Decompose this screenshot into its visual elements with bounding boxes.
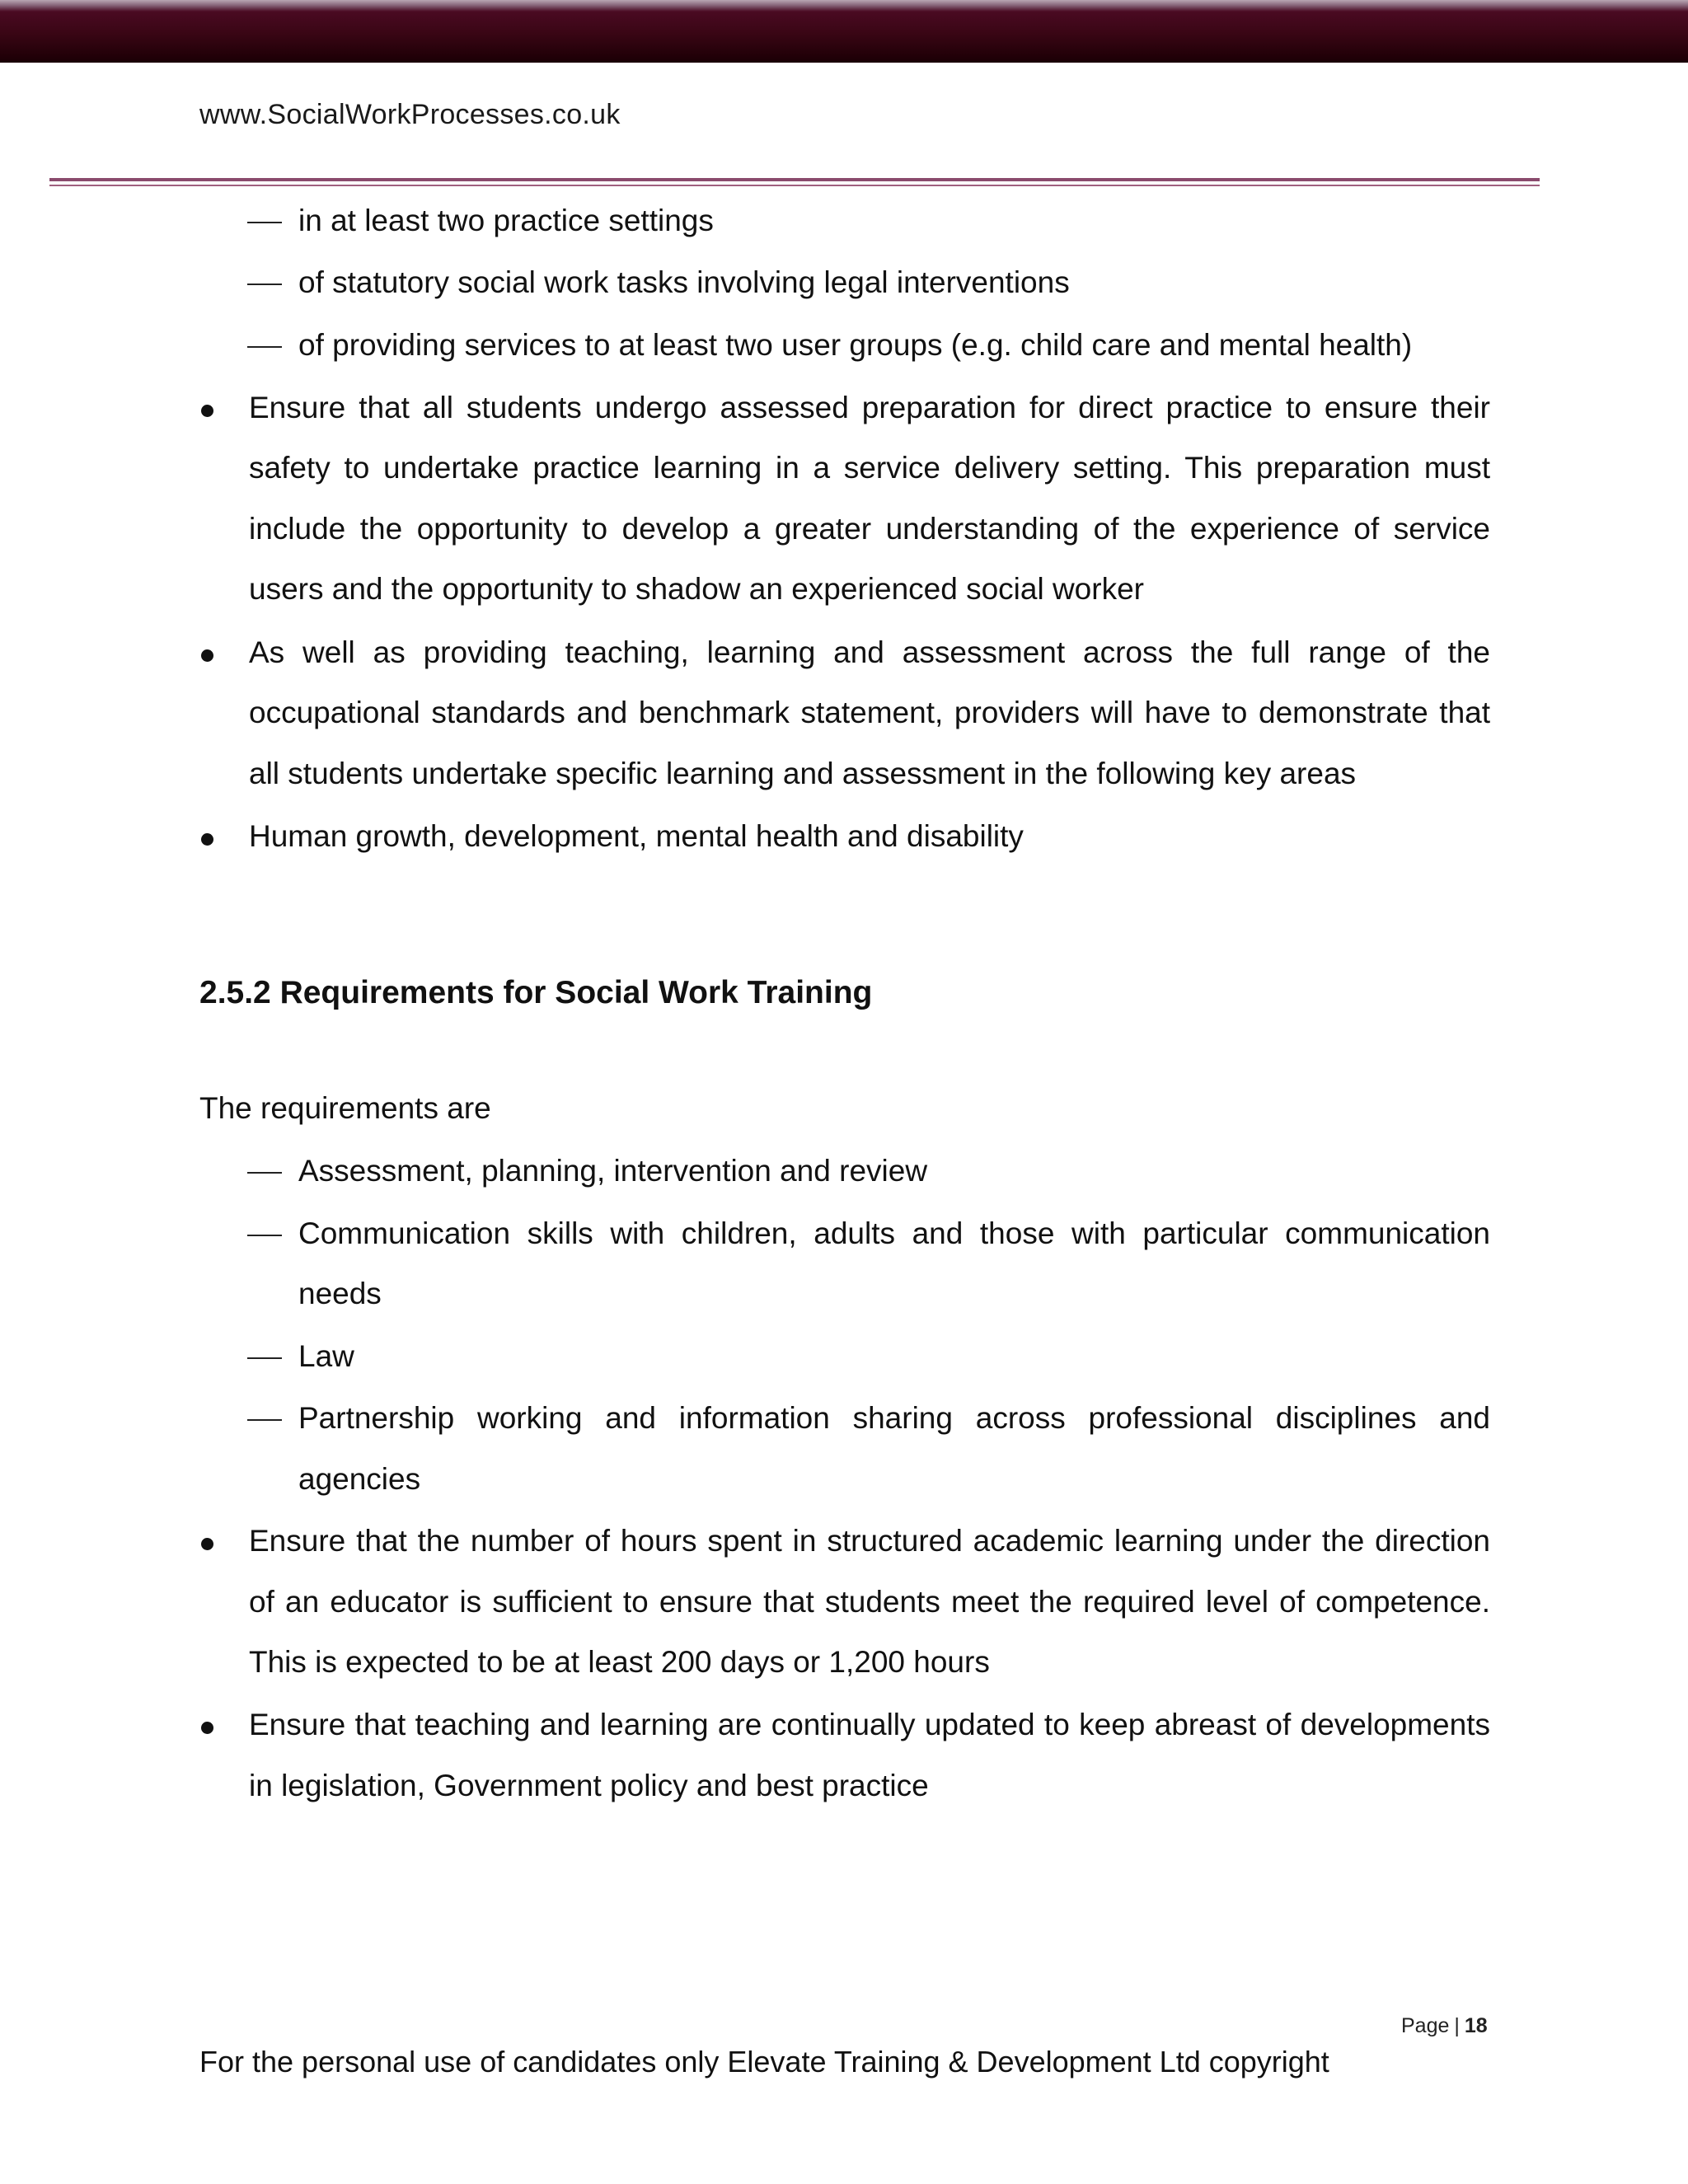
bullet-marker [201, 649, 213, 662]
page-number: 18 [1464, 2014, 1488, 2037]
dash-item: Assessment, planning, intervention and review [298, 1154, 928, 1188]
dash-marker [247, 346, 282, 348]
dash-item: of providing services to at least two user groups (e.g. child care and mental health) [298, 328, 1413, 362]
footer-copyright: For the personal use of candidates only Elevate Training & Development Ltd copyright [199, 2045, 1329, 2079]
bullet-line: safety to undertake practice learning in a service delivery setting. This preparation must [249, 451, 1490, 485]
bullet-line: in legislation, Government policy and best practice [249, 1769, 929, 1802]
header-banner [0, 0, 1688, 63]
dash-item: Communication skills with children, adults and those with particular communication [298, 1216, 1490, 1250]
bullet-marker [201, 1722, 213, 1734]
dash-marker [247, 222, 282, 223]
dash-item: Law [298, 1339, 354, 1373]
bullet-line: of an educator is sufficient to ensure that students meet the required level of competence. [249, 1585, 1490, 1619]
header-divider-secondary [49, 185, 1540, 186]
bullet-line: users and the opportunity to shadow an experienced social worker [249, 572, 1144, 606]
bullet-line: include the opportunity to develop a greater understanding of the experience of service [249, 512, 1490, 546]
dash-item: in at least two practice settings [298, 204, 714, 237]
bullet-marker [201, 833, 213, 846]
dash-item: Partnership working and information sharing across professional disciplines and [298, 1401, 1490, 1435]
dash-marker [247, 1357, 282, 1359]
dash-item: of statutory social work tasks involving legal interventions [298, 265, 1070, 299]
dash-marker [247, 284, 282, 285]
site-url: www.SocialWorkProcesses.co.uk [199, 99, 621, 130]
dash-marker [247, 1172, 282, 1174]
dash-item: needs [298, 1277, 382, 1310]
bullet-line: This is expected to be at least 200 days or 1,200 hours [249, 1645, 990, 1679]
bullet-line: Ensure that teaching and learning are continually updated to keep abreast of developments [249, 1708, 1490, 1741]
page-label-text: Page [1401, 2014, 1450, 2037]
bullet-line: all students undertake specific learning and assessment in the following key areas [249, 757, 1357, 790]
page-separator: | [1454, 2014, 1460, 2037]
bullet-marker [201, 405, 213, 417]
section-heading: 2.5.2 Requirements for Social Work Training [199, 975, 873, 1010]
dash-item: agencies [298, 1462, 421, 1496]
dash-marker [247, 1419, 282, 1421]
bullet-line: Human growth, development, mental health and disability [249, 819, 1024, 853]
bullet-line: As well as providing teaching, learning and assessment across the full range of the [249, 635, 1490, 669]
bullet-marker [201, 1538, 213, 1550]
section-intro: The requirements are [199, 1091, 491, 1125]
bullet-line: Ensure that all students undergo assessed preparation for direct practice to ensure their [249, 391, 1490, 424]
bullet-line: Ensure that the number of hours spent in structured academic learning under the direction [249, 1524, 1490, 1558]
page-number-label [1401, 2014, 1488, 2038]
bullet-line: occupational standards and benchmark statement, providers will have to demonstrate that [249, 696, 1490, 729]
header-divider [49, 178, 1540, 181]
dash-marker [247, 1235, 282, 1236]
